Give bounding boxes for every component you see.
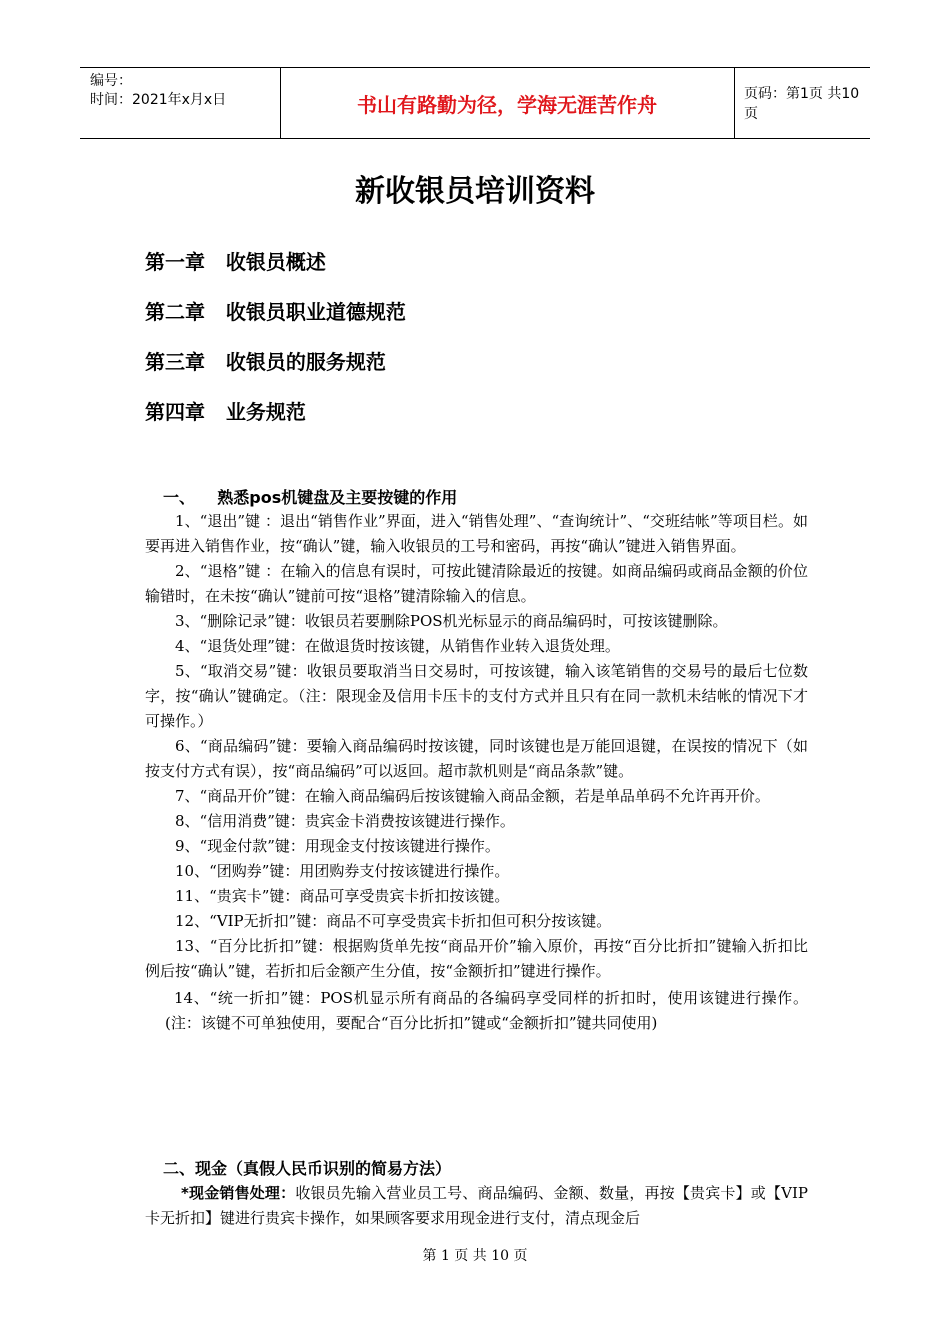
chapter-2: 第二章 收银员职业道德规范 xyxy=(145,300,406,324)
key-item: 2、“退格”键 ：在输入的信息有误时，可按此键清除最近的按键。如商品编码或商品金额的价位输错时，在未按“确认”键前可按“退格”键清除输入的信息。 xyxy=(145,562,808,605)
key-item: 12、“VIP无折扣”键：商品不可享受贵宾卡折扣但可积分按该键。 xyxy=(175,912,612,930)
key-item: 7、“商品开价”键：在输入商品编码后按该键输入商品金额，若是单品单码不允许再开价。 xyxy=(175,787,770,805)
chapter-4: 第四章 业务规范 xyxy=(145,400,306,424)
cash-label: *现金销售处理： xyxy=(181,1184,296,1202)
page-info: 页码：第1页 共10页 xyxy=(744,86,860,122)
key-item: 8、“信用消费”键：贵宾金卡消费按该键进行操作。 xyxy=(175,812,515,830)
key-item: 4、“退货处理”键：在做退货时按该键，从销售作业转入退货处理。 xyxy=(175,637,620,655)
document-title: 新收银员培训资料 xyxy=(355,174,595,209)
key-item: 5、“取消交易”键：收银员要取消当日交易时，可按该键，输入该笔销售的交易号的最后七位数字，按“确认”键确定。（注：限现金及信用卡压卡的支付方式并且只有在同一款机未结帐的情况下才可操作。） xyxy=(145,662,808,730)
cash-text: 收银员先输入营业员工号、商品编码、金额、数量，再按【贵宾卡】或【VIP卡无折扣】键进行贵宾卡操作，如果顾客要求用现金进行支付，清点现金后 xyxy=(145,1184,808,1227)
header-table xyxy=(80,67,870,139)
key-item: 14、“统一折扣”键：POS机显示所有商品的各编码享受同样的折扣时，使用该键进行操作。(注：该键不可单独使用，要配合“百分比折扣”键或“金额折扣”键共同使用) xyxy=(165,989,808,1032)
key-item: 13、“百分比折扣”键：根据购货单先按“商品开价”输入原价，再按“百分比折扣”键输入折扣比例后按“确认”键，若折扣后金额产生分值，按“金额折扣”键进行操作。 xyxy=(145,937,808,980)
section-2-heading: 二、现金（真假人民币识别的简易方法） xyxy=(163,1159,452,1178)
cash-paragraph xyxy=(145,1181,808,1231)
chapter-1: 第一章 收银员概述 xyxy=(145,250,326,274)
key-item: 9、“现金付款”键：用现金支付按该键进行操作。 xyxy=(175,837,500,855)
time-label: 时间：2021年x月x日 xyxy=(90,92,227,108)
key-item: 11、“贵宾卡”键：商品可享受贵宾卡折扣按该键。 xyxy=(175,887,510,905)
header-meta-cell xyxy=(80,68,281,138)
motto: 书山有路勤为径，学海无涯苦作舟 xyxy=(280,68,735,138)
number-label: 编号： xyxy=(90,73,132,89)
key-item: 1、“退出”键 ：退出“销售作业”界面，进入“销售处理”、“查询统计”、“交班结帐”等项目栏。如要再进入销售作业，按“确认”键，输入收银员的工号和密码，再按“确认”键进入销售界面。 xyxy=(145,512,808,555)
key-item: 10、“团购券”键：用团购券支付按该键进行操作。 xyxy=(175,862,510,880)
page-footer: 第 1 页 共 10 页 xyxy=(422,1248,528,1264)
key-item: 3、“删除记录”键：收银员若要删除POS机光标显示的商品编码时，可按该键删除。 xyxy=(175,612,728,630)
section-1-body xyxy=(145,509,808,1036)
chapter-3: 第三章 收银员的服务规范 xyxy=(145,350,386,374)
section-1-heading: 一、 熟悉pos机键盘及主要按键的作用 xyxy=(163,488,458,507)
key-item: 6、“商品编码”键：要输入商品编码时按该键，同时该键也是万能回退键，在误按的情况下（如按支付方式有误），按“商品编码”可以返回。超市款机则是“商品条款”键。 xyxy=(145,737,808,780)
